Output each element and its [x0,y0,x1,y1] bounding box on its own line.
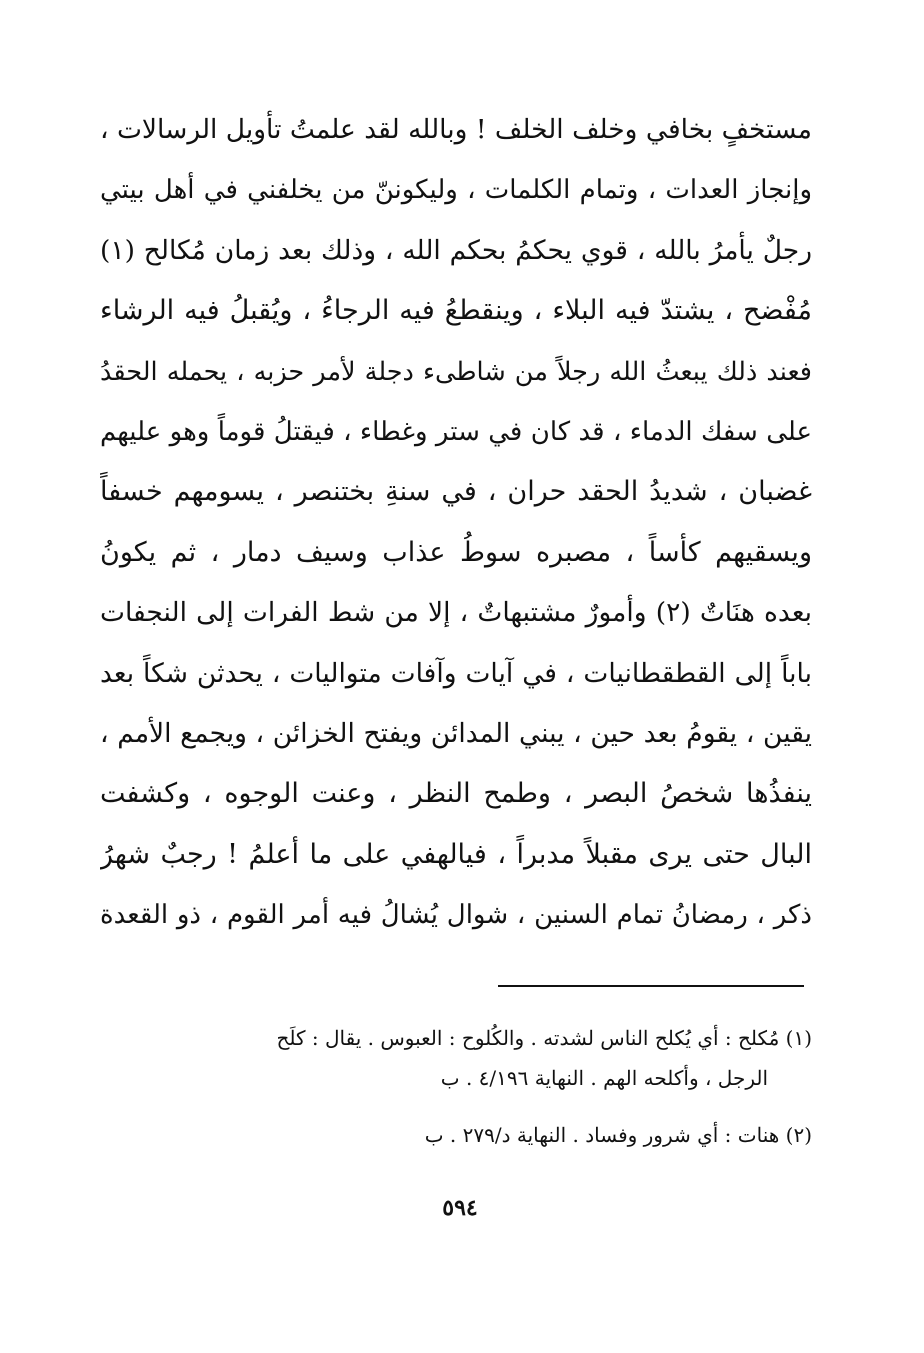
text-line: غضبان ، شديدُ الحقد حران ، في سنةِ بختنصر ، يسومهم خسفاً [100,476,812,508]
text-line: ويسقيهم كأساً ، مصبره سوطُ عذاب وسيف دمار ، ثم يكونُ [100,536,812,568]
footnote-2: (٢) هنات : أي شرور وفساد . النهاية د/٢٧٩ . ب [424,1123,812,1147]
text-line: مُفْضح ، يشتدّ فيه البلاء ، وينقطعُ فيه الرجاءُ ، ويُقبلُ فيه الرشاء [100,295,812,327]
text-line: البال حتى يرى مقبلاً مدبراً ، فيالهفي على ما أعلمُ ! رجبٌ شهرُ [100,838,812,870]
text-line: وإنجاز العدات ، وتمام الكلمات ، وليكوننّ من يخلفني في أهل بيتي [100,175,812,206]
main-text [100,100,812,945]
text-line: رجلٌ يأمرُ بالله ، قوي يحكمُ بحكم الله ، وذلك بعد زمان مُكالح (١) [100,234,812,266]
page-number: ٥٩٤ [442,1195,478,1221]
text-line: بعده هنَاتٌ (٢) وأمورٌ مشتبهاتٌ ، إلا من شط الفرات إلى النجفات [100,597,812,629]
text-line: مستخفٍ بخافي وخلف الخلف ! وبالله لقد علمتُ تأويل الرسالات ، [100,114,812,145]
footnote-1-continuation: الرجل ، وأكلحه الهم . النهاية ٤/١٩٦ . ب [440,1066,768,1090]
text-line: باباً إلى القطقطانيات ، في آيات وآفات متواليات ، يحدثن شكاً بعد [100,657,812,689]
footnotes [100,1018,812,1155]
text-line: ينفذُها شخصُ البصر ، وطمح النظر ، وعنت الوجوه ، وكشفت [100,778,812,810]
footnote-1: (١) مُكلح : أي يُكلح الناس لشدته . والكُلوح : العبوس . يقال : كلَح [276,1026,812,1050]
text-line: يقين ، يقومُ بعد حين ، يبني المدائن ويفتح الخزائن ، ويجمع الأمم ، [100,717,812,749]
footnote-separator [498,985,804,987]
text-line: على سفك الدماء ، قد كان في ستر وغطاء ، فيقتلُ قوماً وهو عليهم [100,416,812,447]
text-line: ذكر ، رمضانُ تمام السنين ، شوال يُشالُ فيه أمر القوم ، ذو القعدة [100,900,812,931]
text-line: فعند ذلك يبعثُ الله رجلاً من شاطىء دجلة لأمر حزبه ، يحمله الحقدُ [100,356,812,387]
